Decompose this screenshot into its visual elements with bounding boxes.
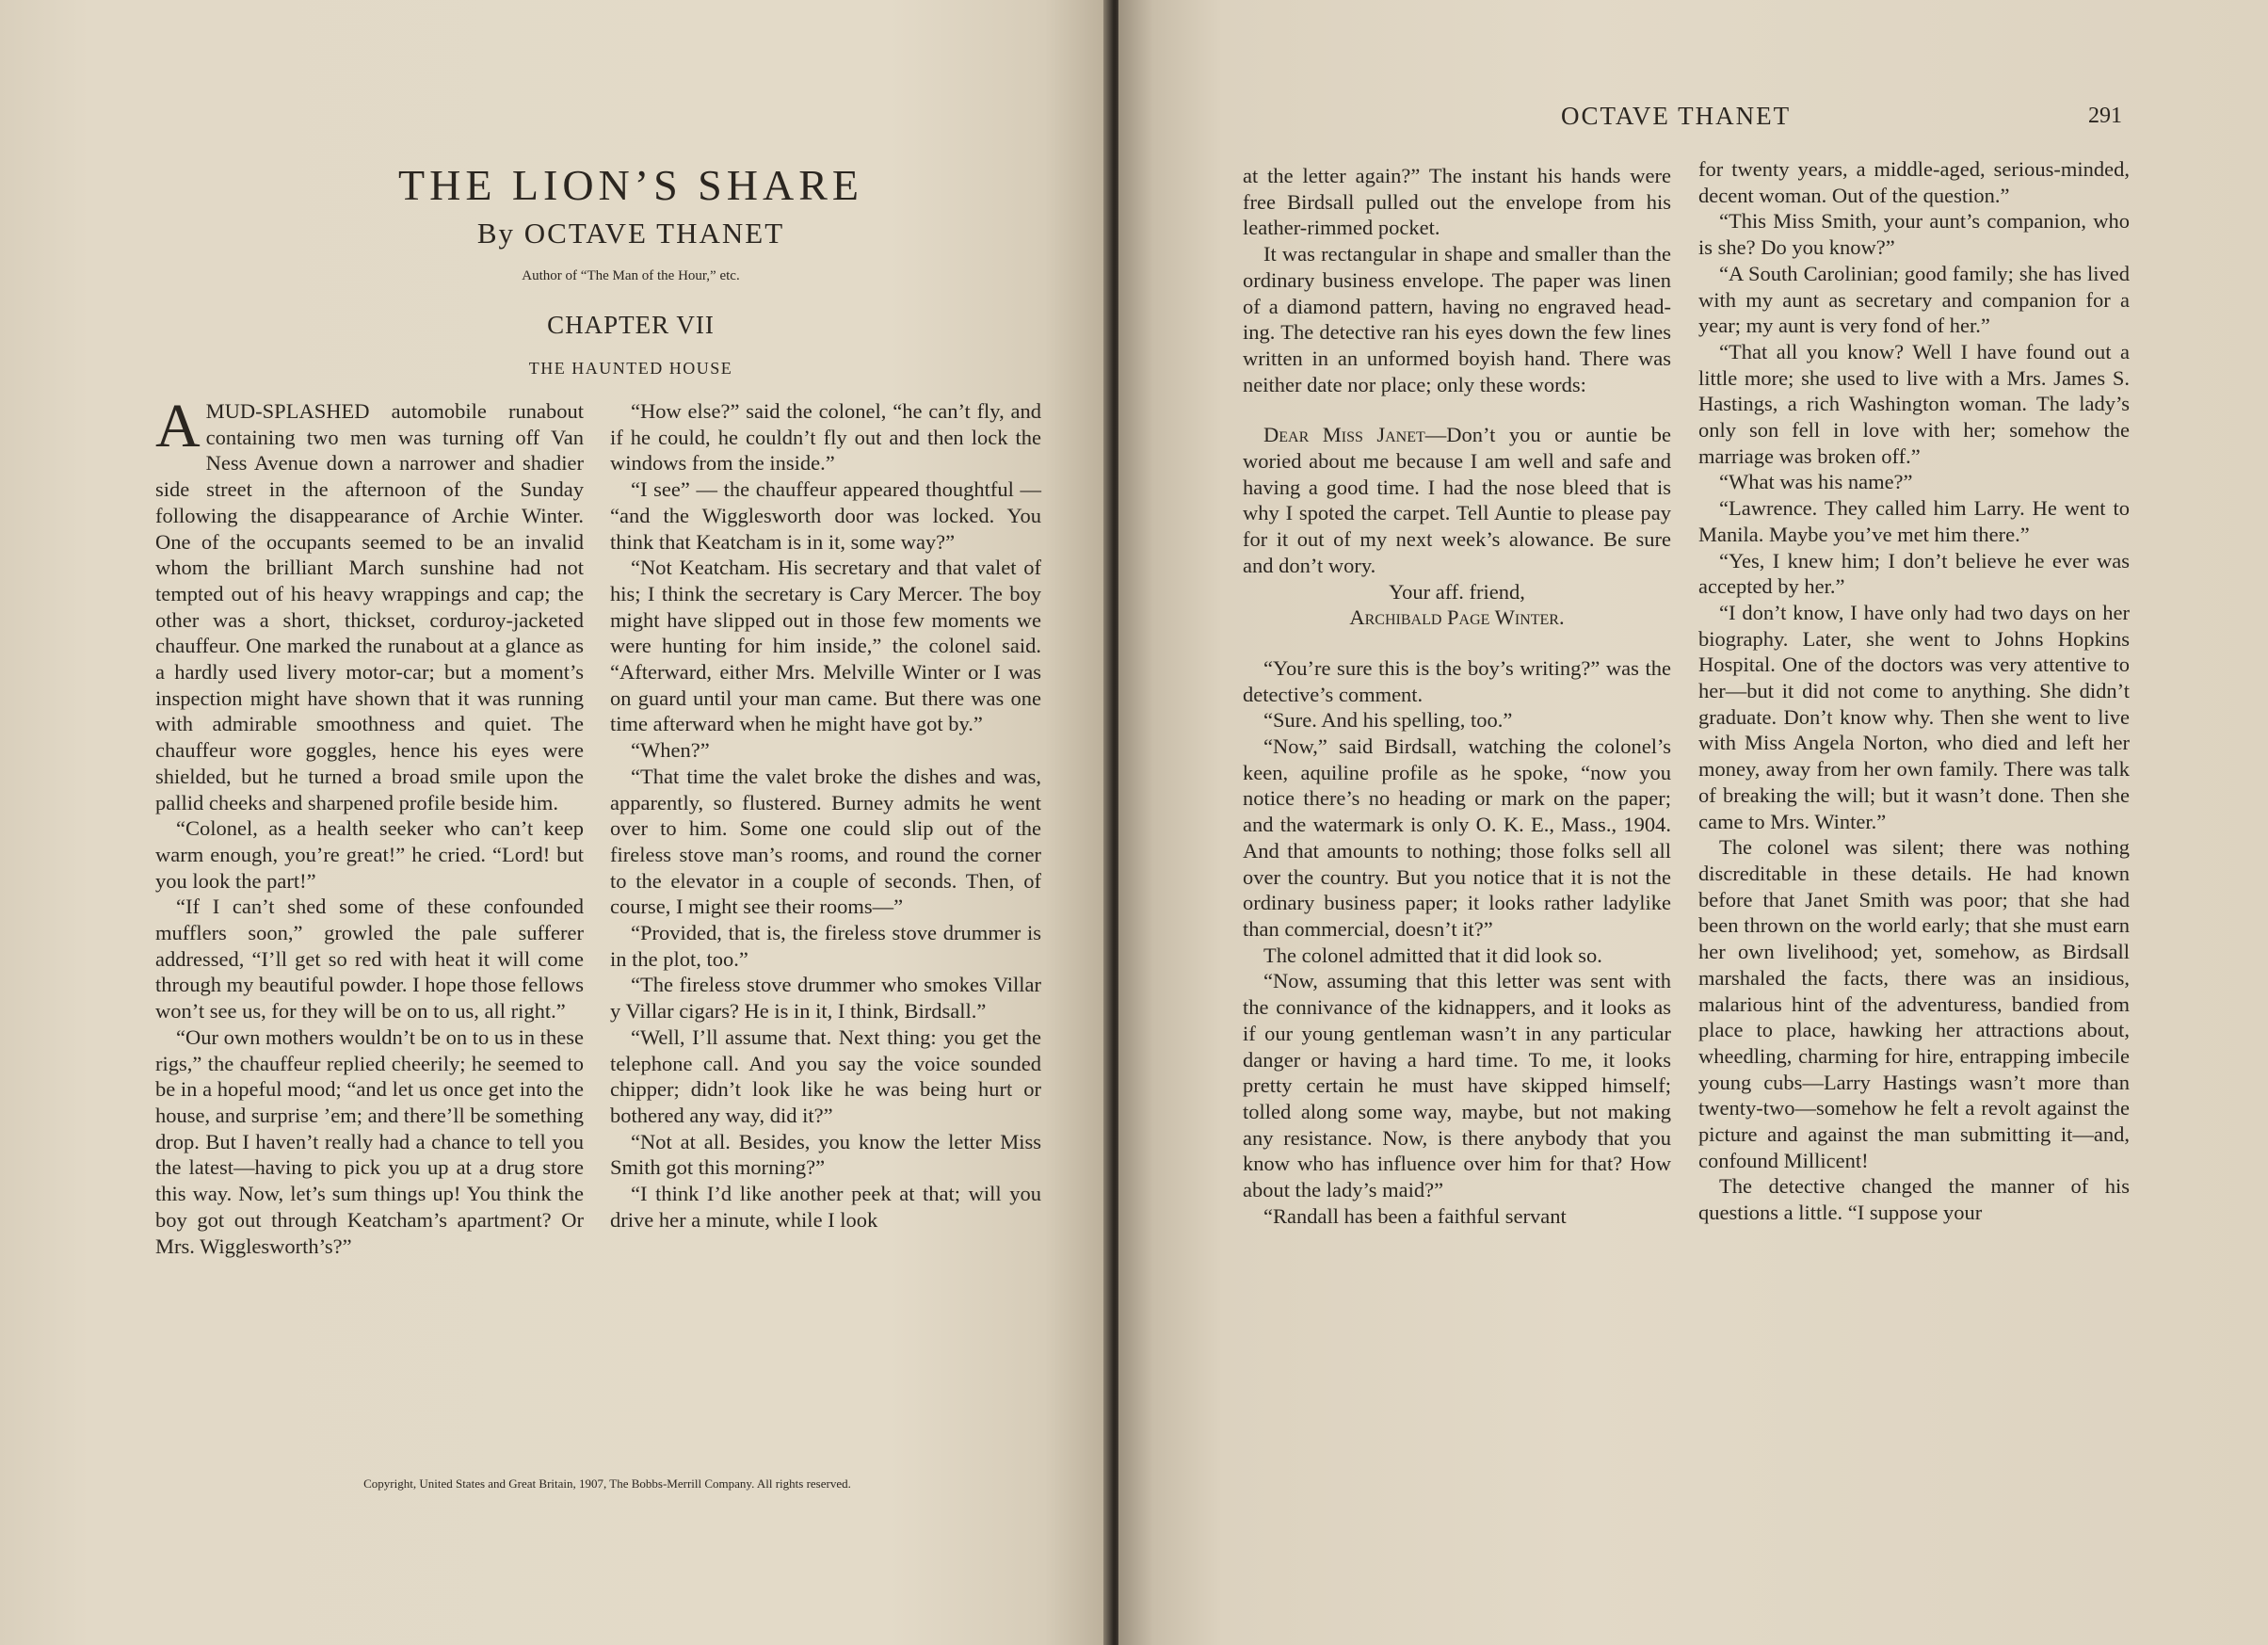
paragraph: “Yes, I knew him; I don’t believe he ever was accepted by her.” [1698,548,2130,599]
paragraph: The colonel was silent; there was nothing discreditable in these details. He had known before that Janet Smith was poor; that she had been thrown on the world early; that she must earn her own livelihood; yet, somehow, as Birdsall marshaled the facts, there was an insidious, malarious hint of the adventuress, bandied from place to place, hawking her attractions about, wheedling, charming for hire, entrapping imbecile young cubs—Larry Hastings wasn’t more than twenty-two—somehow he felt a revolt against the picture and against the man submitting it—and, confound Millicent! [1698,835,2130,1172]
paragraph: “I see” — the chauffeur appeared thoughtful — “and the Wigglesworth door was locked. You think that Keatcham is in it, some way?” [610,477,1041,554]
paragraph: “That all you know? Well I have found out a little more; she used to live with a Mrs. James S. Hastings, a rich Washington woman. The lady’s only son fell in love with her; somehow the marriage was broken off.” [1698,339,2130,468]
paragraph: at the letter again?” The instant his hands were free Birdsall pulled out the envelope from his leather-rimmed pocket. [1243,164,1671,240]
paragraph: “A South Carolinian; good family; she has lived with my aunt as secretary and companion for a year; my aunt is very fond of her.” [1698,261,2130,338]
paragraph: It was rectangular in shape and smaller than the ordinary business envelope. The paper was linen of a diamond pattern, having no engraved heading. The detective ran his eyes down the few lines written in an unformed boyish hand. There was neither date nor place; only these words: [1243,242,1671,396]
left-column-2 [610,398,1041,1234]
right-column-1 [1243,163,1671,1229]
chapter-heading: CHAPTER VII [547,311,715,339]
paragraph: “Our own mothers wouldn’t be on to us in these rigs,” the chauffeur replied cheerily; he seemed to be in a hopeful mood; “and let us once get into the house, and surprise ’em; and there’ll be something drop. But I haven’t really had a chance to tell you the latest—having to pick you up at a drug store this way. Now, let’s sum things up! You think the boy got out through Keatcham’s apartment? Or Mrs. Wigglesworth’s?” [155,1024,584,1258]
page-number: 291 [2088,104,2122,128]
paragraph: “Not Keatcham. His secretary and that valet of his; I think the secretary is Cary Mercer. The boy might have slipped out in those few moments we were hunting for him inside,” the colonel said. “Afterward, either Mrs. Melville Winter or I was on guard until your man came. But there was one time afterward when he might have got by.” [610,556,1041,736]
paragraph: “I don’t know, I have only had two days on her biography. Later, she went to Johns Hopkins Hospital. One of the doctors was very attentive to her—but it did not come to anything. She didn’t graduate. Don’t know why. Then she went to live with Miss Angela Norton, who died and left her money, away from her own family. There was talk of breaking the will; but it wasn’t done. Then she came to Mrs. Winter.” [1698,600,2130,833]
letter-signature: Archibald Page Winter. [1349,605,1565,630]
paragraph: “Sure. And his spelling, too.” [1263,708,1513,733]
paragraph: “This Miss Smith, your aunt’s companion, who is she? Do you know?” [1698,209,2130,260]
paragraph: “Colonel, as a health seeker who can’t keep warm enough, you’re great!” he cried. “Lord! but you look the part!” [155,816,584,893]
paragraph: “Lawrence. They called him Larry. He went to Manila. Maybe you’ve met him there.” [1698,496,2130,546]
paragraph: “If I can’t shed some of these confounded mufflers soon,” growled the pale sufferer addressed, “I’ll get so red with heat it will come through my beautiful powder. I hope those fellows won’t see us, for they will be on to us, all right.” [155,895,584,1024]
left-page [0,0,1111,1645]
paragraph: “I think I’d like another peek at that; will you drive her a minute, while I look [610,1182,1041,1232]
letter-body: Dear Miss Janet—Don’t you or auntie be woried about me because I am well and safe and having a good time. I had the nose bleed that is why I spoted the carpet. Tell Auntie to please pay for it out of my next week’s alowance. Be sure and don’t wory. [1243,423,1671,577]
paragraph: “What was his name?” [1719,470,1913,494]
paragraph: “The fireless stove drummer who smokes Villar y Villar cigars? He is in it, I think, Birdsall.” [610,973,1041,1024]
byline: By OCTAVE THANET [476,217,785,250]
letter-closing: Your aff. friend, [1389,579,1525,604]
running-head: OCTAVE THANET [1561,102,1792,130]
paragraph: “That time the valet broke the dishes and was, apparently, so flustered. Burney admits he went over to him. Some one could slip out of the fireless stove man’s rooms, and round the corner to the elevator in a couple of seconds. Then, of course, I might see their rooms—” [610,764,1041,919]
drop-cap: A [155,392,201,460]
right-page [1118,0,2268,1645]
paragraph: “You’re sure this is the boy’s writing?” was the detective’s comment. [1243,655,1671,706]
paragraph: AMUD-SPLASHED automobile runabout containing two men was turning off Van Ness Avenue down a narrower and shadier side street in the afternoon of the Sunday following the disappearance of Archie Winter. One of the occupants seemed to be an invalid whom the brilliant March sunshine had not tempted out of his heavy wrappings and cap; the other was a short, thickset, corduroy-jacketed chauffeur. One marked the runabout at a glance as a hardly used livery motor-car; but a moment’s inspection might have shown that it was running with admirable smoothness and quiet. The chauffeur wore goggles, hence his eyes were shielded, but he turned a broad smile upon the pallid cheeks and sharpened profile beside him. [155,392,584,814]
paragraph: The detective changed the manner of his questions a little. “I suppose your [1698,1174,2130,1225]
paragraph: “When?” [631,738,710,763]
author-note: Author of “The Man of the Hour,” etc. [522,268,740,283]
paragraph: “Well, I’ll assume that. Next thing: you get the telephone call. And you say the voice sounded chipper; didn’t look like he was being hurt or bothered any way, did it?” [610,1024,1041,1127]
paragraph: “Now, assuming that this letter was sent with the connivance of the kidnappers, and it looks as if our young gentleman wasn’t in any particular danger or having a hard time. To me, it looks pretty certain he must have skipped himself; tolled along some way, maybe, but not making any resistance. Now, is there anybody that you know who has influence over him for that? How about the lady’s maid?” [1243,969,1671,1202]
story-title: THE LION’S SHARE [398,161,863,209]
paragraph: “How else?” said the colonel, “he can’t fly, and if he could, he couldn’t fly out and then lock the windows from the inside.” [610,399,1041,476]
paragraph: The colonel admitted that it did look so. [1263,943,1602,967]
paragraph: “Not at all. Besides, you know the letter Miss Smith got this morning?” [610,1129,1041,1180]
paragraph: “Randall has been a faithful servant [1263,1203,1567,1228]
chapter-title: THE HAUNTED HOUSE [528,359,733,378]
copyright-notice: Copyright, United States and Great Britain, 1907, The Bobbs-Merrill Company. All rights reserved. [363,1476,851,1491]
paragraph: “Provided, that is, the fireless stove drummer is in the plot, too.” [610,921,1041,971]
letter-salutation: Dear Miss Janet [1263,423,1425,447]
right-column-2 [1698,156,2130,1226]
paragraph: “Now,” said Birdsall, watching the colonel’s keen, aquiline profile as he spoke, “now you notice there’s no heading or mark on the paper; and the watermark is only O. K. E., Mass., 1904. And that amounts to nothing; those folks sell all over the country. But you notice that it is not the ordinary business paper; it looks rather ladylike than commercial, doesn’t it?” [1243,734,1671,941]
paragraph: for twenty years, a middle-aged, serious-minded, decent woman. Out of the question.” [1698,157,2130,207]
letter-quote [1243,422,1671,631]
left-column-1 [155,392,584,1259]
